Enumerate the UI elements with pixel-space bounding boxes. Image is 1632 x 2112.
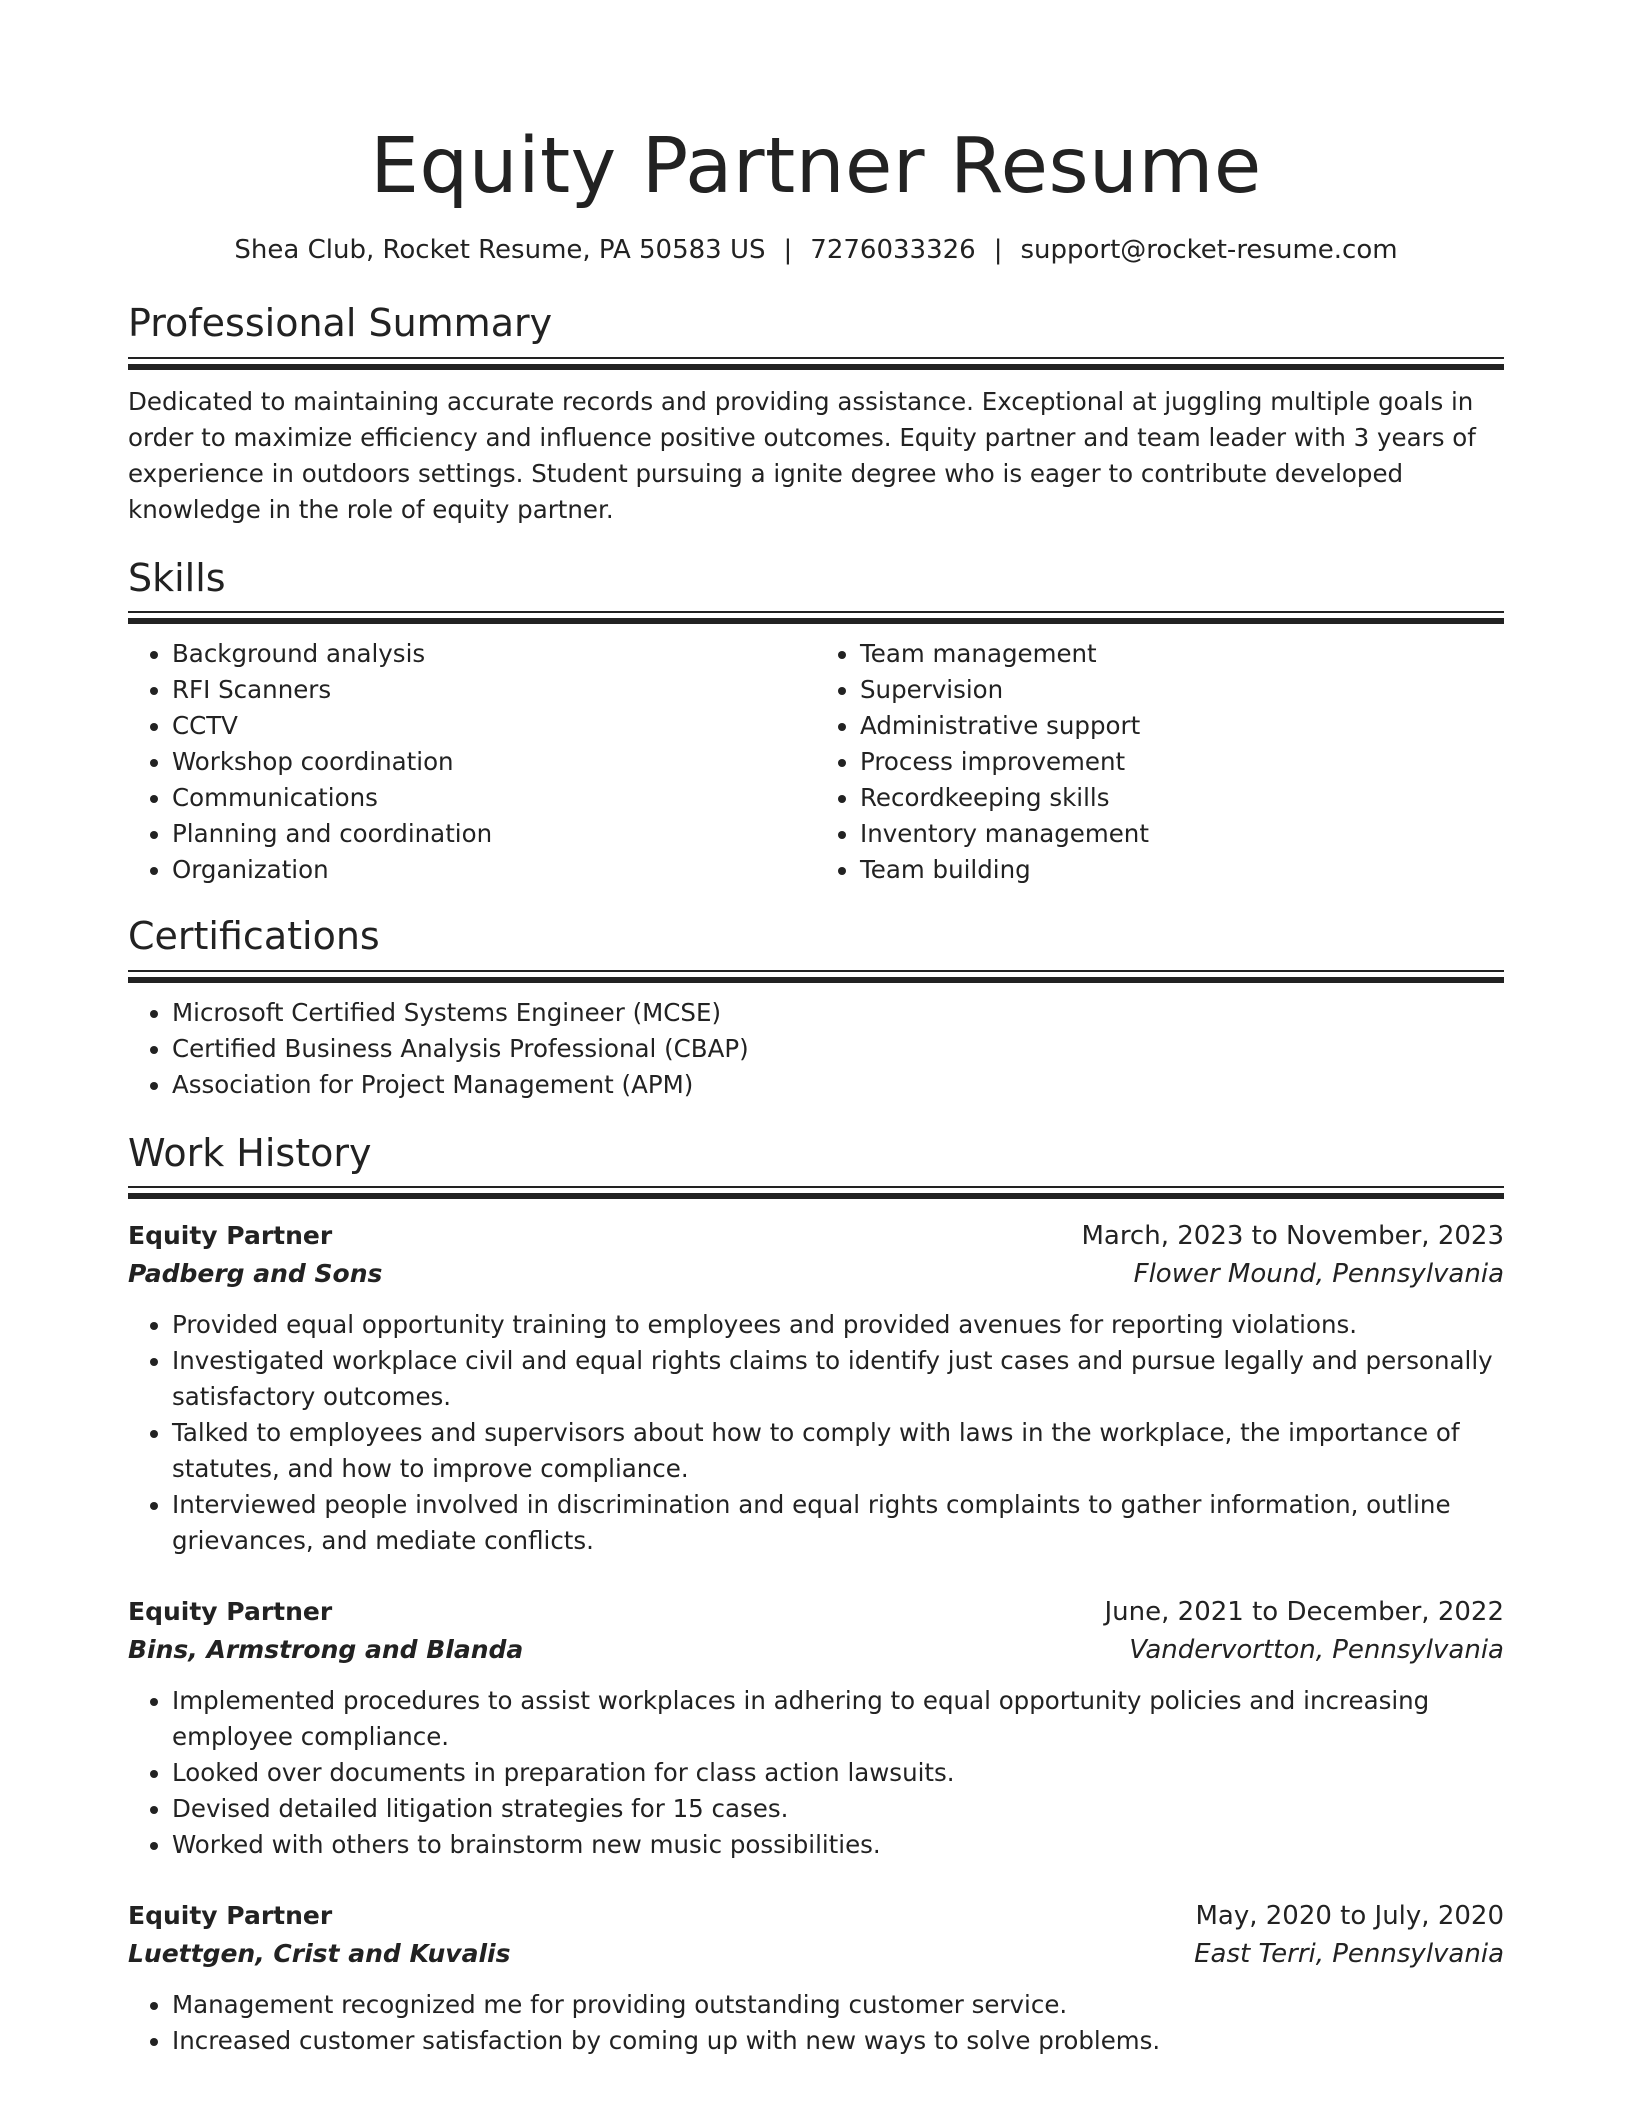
section-divider: [128, 357, 1504, 370]
section-heading: Skills: [128, 555, 226, 600]
job-bullet: • Devised detailed litigation strategies for 15 cases.: [172, 1791, 1504, 1827]
job-bullet: • Looked over documents in preparation for class action lawsuits.: [172, 1755, 1504, 1791]
skill-item: • CCTV: [172, 708, 816, 744]
summary-text: Dedicated to maintaining accurate records and providing assistance. Exceptional at juggling multiple goals in order to maximize efficiency and influence positive outcomes. Equity partner and team leader with 3 years of experience in outdoors settings. Student pursuing a ignite degree who is eager to contribute developed knowledge in the role of equity partner.: [128, 386, 1476, 524]
summary-section: [128, 301, 1504, 528]
skill-item: • Recordkeeping skills: [860, 780, 1504, 816]
skill-item: • Communications: [172, 780, 816, 816]
skill-item: • Process improvement: [860, 744, 1504, 780]
job-bullets: [128, 1987, 1504, 2059]
job-dates: May, 2020 to July, 2020: [1195, 1901, 1504, 1932]
skill-item: • RFI Scanners: [172, 672, 816, 708]
certification-item: • Microsoft Certified Systems Engineer (MCSE): [172, 995, 1504, 1031]
job-entry: [128, 1593, 1504, 1863]
job-bullets: [128, 1307, 1504, 1559]
skill-item: • Organization: [172, 852, 816, 888]
section-heading: Professional Summary: [128, 301, 553, 345]
job-dates: June, 2021 to December, 2022: [1104, 1597, 1504, 1628]
company-name: Padberg and Sons: [128, 1259, 383, 1289]
certification-item: • Association for Project Management (APM): [172, 1067, 1504, 1103]
certifications-section: [128, 914, 1504, 1103]
skill-item: • Team management: [860, 636, 1504, 672]
certification-item: • Certified Business Analysis Professional (CBAP): [172, 1031, 1504, 1067]
job-dates: March, 2023 to November, 2023: [1081, 1221, 1504, 1252]
skill-item: • Team building: [860, 852, 1504, 888]
skills-list-left: [128, 636, 816, 888]
work-history-section: [128, 1131, 1504, 2060]
job-location: Vandervortton, Pennsylvania: [1129, 1635, 1504, 1666]
skill-item: • Supervision: [860, 672, 1504, 708]
job-bullet: • Investigated workplace civil and equal rights claims to identify just cases and pursue legally and personally satisfactory outcomes.: [172, 1343, 1504, 1415]
job-entry: [128, 1897, 1504, 2059]
skill-item: • Administrative support: [860, 708, 1504, 744]
skill-item: • Planning and coordination: [172, 816, 816, 852]
job-bullets: [128, 1683, 1504, 1863]
job-location: Flower Mound, Pennsylvania: [1133, 1259, 1504, 1290]
phone: 7276033326: [810, 235, 976, 265]
skills-list-right: [816, 636, 1504, 888]
certifications-list: [128, 995, 1504, 1103]
skill-item: • Background analysis: [172, 636, 816, 672]
company-name: Bins, Armstrong and Blanda: [128, 1635, 524, 1665]
section-divider: [128, 611, 1504, 624]
skills-columns: [128, 624, 1504, 888]
job-bullet: • Provided equal opportunity training to employees and provided avenues for reporting violations.: [172, 1307, 1504, 1343]
contact-line: [128, 237, 1504, 263]
job-bullet: • Talked to employees and supervisors about how to comply with laws in the workplace, the importance of statutes, and how to improve compliance.: [172, 1415, 1504, 1487]
job-bullet: • Implemented procedures to assist workplaces in adhering to equal opportunity policies and increasing employee compliance.: [172, 1683, 1504, 1755]
job-title: Equity Partner: [128, 1221, 333, 1251]
email-link[interactable]: support@rocket-resume.com: [1020, 235, 1398, 265]
separator: |: [783, 235, 793, 265]
job-bullet: • Management recognized me for providing outstanding customer service.: [172, 1987, 1504, 2023]
address: Shea Club, Rocket Resume, PA 50583 US: [234, 235, 766, 265]
separator: |: [993, 235, 1003, 265]
job-bullet: • Interviewed people involved in discrimination and equal rights complaints to gather information, outline grievances, and mediate conflicts.: [172, 1487, 1504, 1559]
job-entry: [128, 1217, 1504, 1559]
resume-page: [128, 0, 1504, 2059]
job-title: Equity Partner: [128, 1901, 333, 1931]
job-location: East Terri, Pennsylvania: [1194, 1939, 1504, 1970]
skill-item: • Inventory management: [860, 816, 1504, 852]
section-divider: [128, 1186, 1504, 1199]
job-bullet: • Increased customer satisfaction by coming up with new ways to solve problems.: [172, 2023, 1504, 2059]
skill-item: • Workshop coordination: [172, 744, 816, 780]
section-heading: Work History: [128, 1130, 372, 1175]
job-title: Equity Partner: [128, 1597, 333, 1627]
job-bullet: • Worked with others to brainstorm new music possibilities.: [172, 1827, 1504, 1863]
section-divider: [128, 970, 1504, 983]
page-title: Equity Partner Resume: [370, 122, 1262, 211]
skills-section: [128, 556, 1504, 889]
company-name: Luettgen, Crist and Kuvalis: [128, 1939, 511, 1969]
section-heading: Certifications: [128, 914, 380, 959]
